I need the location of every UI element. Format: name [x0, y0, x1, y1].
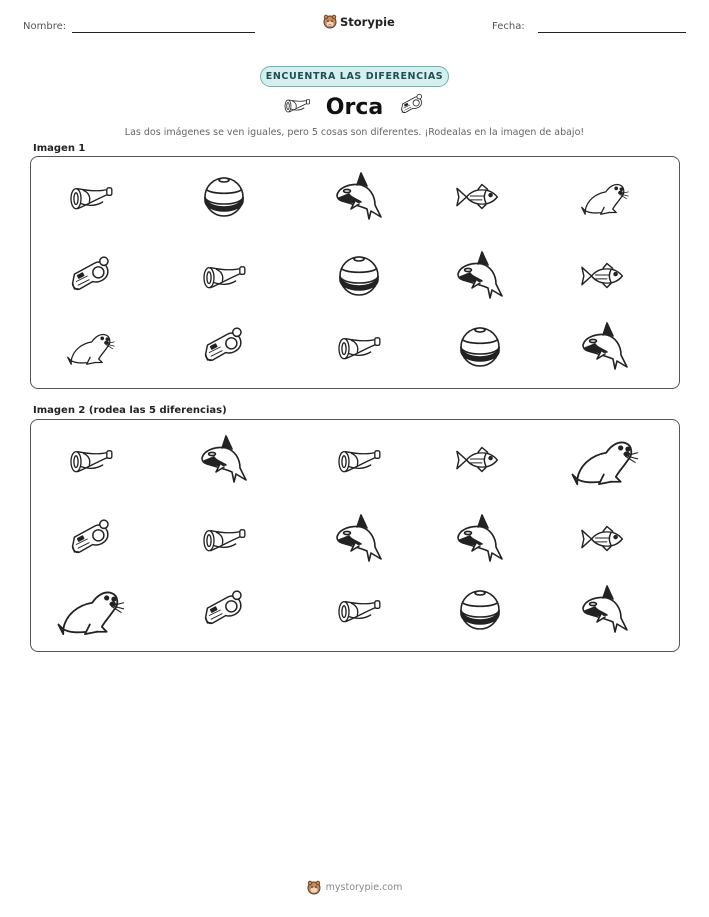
- horn-icon[interactable]: [334, 590, 384, 630]
- brand: [323, 14, 395, 29]
- buoy-icon[interactable]: [458, 588, 502, 632]
- seal-icon[interactable]: [66, 325, 116, 369]
- orca-icon[interactable]: [334, 172, 384, 222]
- name-label: Nombre:: [23, 21, 67, 32]
- seal-icon[interactable]: [580, 175, 630, 219]
- seal-icon[interactable]: [570, 429, 640, 491]
- name-line[interactable]: [72, 32, 255, 33]
- activity-badge: ENCUENTRA LAS DIFERENCIAS: [260, 66, 449, 87]
- horn-icon[interactable]: [334, 327, 384, 367]
- orca-icon[interactable]: [199, 435, 249, 485]
- horn-icon[interactable]: [66, 177, 116, 217]
- footer: [0, 880, 709, 895]
- buoy-icon[interactable]: [458, 325, 502, 369]
- orca-icon[interactable]: [580, 585, 630, 635]
- image1-grid: [31, 157, 679, 388]
- orca-icon[interactable]: [455, 514, 505, 564]
- date-line[interactable]: [538, 32, 686, 33]
- image1-panel[interactable]: [30, 156, 680, 389]
- fish-icon[interactable]: [580, 523, 630, 555]
- whistle-icon[interactable]: [68, 253, 114, 299]
- horn-icon[interactable]: [199, 256, 249, 296]
- image2-label: Imagen 2 (rodea las 5 diferencias): [33, 405, 227, 416]
- image2-grid: [31, 420, 679, 651]
- whistle-icon: [397, 92, 427, 122]
- buoy-icon[interactable]: [202, 175, 246, 219]
- orca-icon[interactable]: [580, 322, 630, 372]
- image2-panel[interactable]: [30, 419, 680, 652]
- image1-label: Imagen 1: [33, 143, 86, 154]
- whistle-icon[interactable]: [201, 587, 247, 633]
- fish-icon[interactable]: [580, 260, 630, 292]
- title-row: [0, 92, 709, 122]
- instructions: Las dos imágenes se ven iguales, pero 5 cosas son diferentes. ¡Rodealas en la imagen de abajo!: [124, 127, 585, 138]
- date-label: Fecha:: [492, 21, 525, 32]
- beaver-logo-icon: [323, 14, 337, 29]
- beaver-logo-icon: [307, 880, 321, 895]
- horn-icon[interactable]: [66, 440, 116, 480]
- fish-icon[interactable]: [455, 181, 505, 213]
- whistle-icon[interactable]: [68, 516, 114, 562]
- orca-icon[interactable]: [334, 514, 384, 564]
- horn-icon[interactable]: [199, 519, 249, 559]
- orca-icon[interactable]: [455, 251, 505, 301]
- page-title: Orca: [325, 94, 384, 120]
- footer-site: mystorypie.com: [325, 882, 403, 893]
- fish-icon[interactable]: [455, 444, 505, 476]
- horn-icon: [282, 94, 312, 120]
- buoy-icon[interactable]: [337, 254, 381, 298]
- brand-name: Storypie: [340, 14, 395, 29]
- horn-icon[interactable]: [334, 440, 384, 480]
- whistle-icon[interactable]: [201, 324, 247, 370]
- seal-icon[interactable]: [56, 579, 126, 641]
